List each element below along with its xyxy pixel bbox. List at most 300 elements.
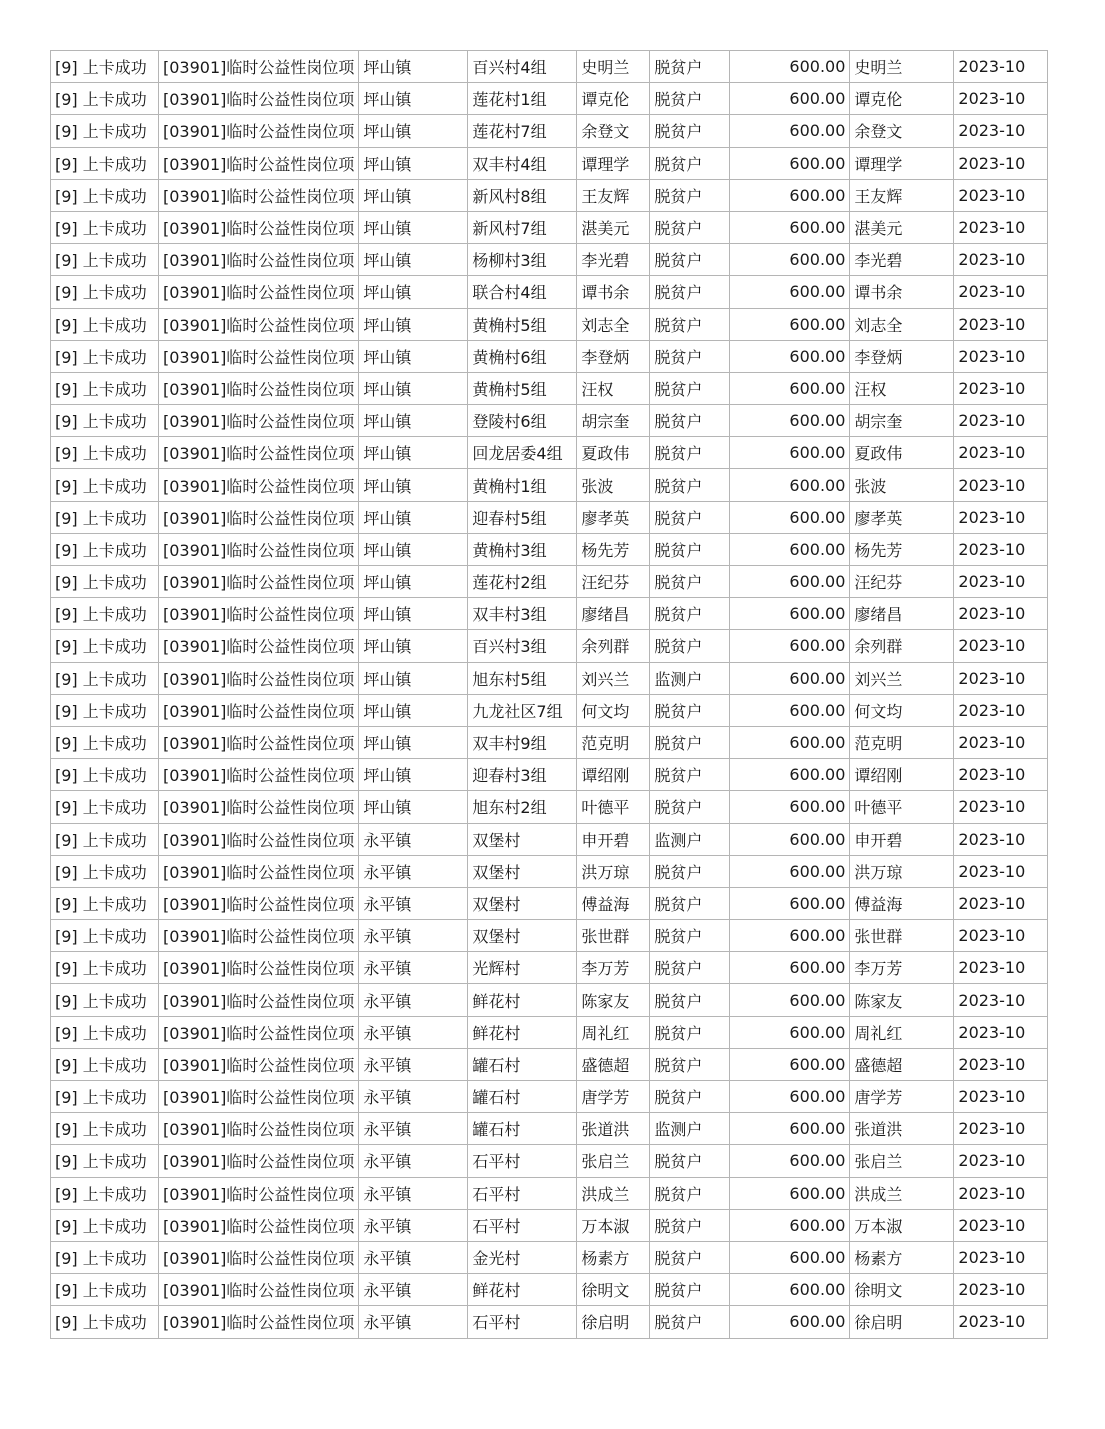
table-row	[51, 823, 1048, 855]
village-cell: 石平村	[468, 1177, 577, 1209]
status-cell: [9] 上卡成功	[51, 855, 159, 887]
project-cell: [03901]临时公益性岗位项	[159, 1274, 359, 1306]
village-cell: 石平村	[468, 1306, 577, 1338]
household-type-cell: 脱贫户	[650, 1177, 730, 1209]
project-cell: [03901]临时公益性岗位项	[159, 759, 359, 791]
name-cell: 叶德平	[577, 791, 650, 823]
amount-cell: 600.00	[730, 501, 850, 533]
period-cell: 2023-10	[954, 726, 1048, 758]
payee-cell: 余登文	[850, 115, 954, 147]
table-row	[51, 437, 1048, 469]
town-cell: 永平镇	[359, 855, 468, 887]
town-cell: 永平镇	[359, 1209, 468, 1241]
payee-cell: 汪纪芬	[850, 566, 954, 598]
status-cell: [9] 上卡成功	[51, 469, 159, 501]
household-type-cell: 脱贫户	[650, 694, 730, 726]
village-cell: 迎春村3组	[468, 759, 577, 791]
period-cell: 2023-10	[954, 662, 1048, 694]
period-cell: 2023-10	[954, 984, 1048, 1016]
project-cell: [03901]临时公益性岗位项	[159, 1081, 359, 1113]
village-cell: 百兴村3组	[468, 630, 577, 662]
table-row	[51, 759, 1048, 791]
name-cell: 谭书余	[577, 276, 650, 308]
status-cell: [9] 上卡成功	[51, 920, 159, 952]
household-type-cell: 脱贫户	[650, 244, 730, 276]
name-cell: 谭克伦	[577, 83, 650, 115]
household-type-cell: 脱贫户	[650, 340, 730, 372]
name-cell: 李登炳	[577, 340, 650, 372]
name-cell: 杨先芳	[577, 533, 650, 565]
town-cell: 永平镇	[359, 1016, 468, 1048]
amount-cell: 600.00	[730, 308, 850, 340]
name-cell: 张波	[577, 469, 650, 501]
household-type-cell: 脱贫户	[650, 952, 730, 984]
amount-cell: 600.00	[730, 469, 850, 501]
household-type-cell: 脱贫户	[650, 469, 730, 501]
town-cell: 永平镇	[359, 1306, 468, 1338]
name-cell: 洪成兰	[577, 1177, 650, 1209]
table-row	[51, 1145, 1048, 1177]
payee-cell: 汪权	[850, 372, 954, 404]
household-type-cell: 脱贫户	[650, 51, 730, 83]
name-cell: 胡宗奎	[577, 405, 650, 437]
payee-cell: 张道洪	[850, 1113, 954, 1145]
amount-cell: 600.00	[730, 372, 850, 404]
period-cell: 2023-10	[954, 211, 1048, 243]
town-cell: 永平镇	[359, 920, 468, 952]
village-cell: 双丰村4组	[468, 147, 577, 179]
amount-cell: 600.00	[730, 244, 850, 276]
project-cell: [03901]临时公益性岗位项	[159, 662, 359, 694]
household-type-cell: 脱贫户	[650, 533, 730, 565]
village-cell: 新风村8组	[468, 179, 577, 211]
table-row	[51, 1016, 1048, 1048]
name-cell: 申开碧	[577, 823, 650, 855]
town-cell: 坪山镇	[359, 340, 468, 372]
amount-cell: 600.00	[730, 147, 850, 179]
period-cell: 2023-10	[954, 115, 1048, 147]
town-cell: 永平镇	[359, 887, 468, 919]
status-cell: [9] 上卡成功	[51, 372, 159, 404]
town-cell: 永平镇	[359, 952, 468, 984]
period-cell: 2023-10	[954, 791, 1048, 823]
household-type-cell: 脱贫户	[650, 984, 730, 1016]
project-cell: [03901]临时公益性岗位项	[159, 211, 359, 243]
period-cell: 2023-10	[954, 759, 1048, 791]
status-cell: [9] 上卡成功	[51, 179, 159, 211]
project-cell: [03901]临时公益性岗位项	[159, 920, 359, 952]
status-cell: [9] 上卡成功	[51, 566, 159, 598]
amount-cell: 600.00	[730, 276, 850, 308]
project-cell: [03901]临时公益性岗位项	[159, 437, 359, 469]
town-cell: 坪山镇	[359, 437, 468, 469]
village-cell: 石平村	[468, 1145, 577, 1177]
amount-cell: 600.00	[730, 1081, 850, 1113]
household-type-cell: 脱贫户	[650, 83, 730, 115]
project-cell: [03901]临时公益性岗位项	[159, 952, 359, 984]
village-cell: 石平村	[468, 1209, 577, 1241]
period-cell: 2023-10	[954, 1145, 1048, 1177]
household-type-cell: 脱贫户	[650, 405, 730, 437]
household-type-cell: 脱贫户	[650, 437, 730, 469]
payee-cell: 傅益海	[850, 887, 954, 919]
table-row	[51, 211, 1048, 243]
household-type-cell: 脱贫户	[650, 920, 730, 952]
village-cell: 迎春村5组	[468, 501, 577, 533]
status-cell: [9] 上卡成功	[51, 276, 159, 308]
name-cell: 汪纪芬	[577, 566, 650, 598]
payee-cell: 谭克伦	[850, 83, 954, 115]
table-row	[51, 179, 1048, 211]
project-cell: [03901]临时公益性岗位项	[159, 1016, 359, 1048]
town-cell: 坪山镇	[359, 51, 468, 83]
period-cell: 2023-10	[954, 920, 1048, 952]
payee-cell: 万本淑	[850, 1209, 954, 1241]
name-cell: 李光碧	[577, 244, 650, 276]
town-cell: 永平镇	[359, 1274, 468, 1306]
amount-cell: 600.00	[730, 759, 850, 791]
status-cell: [9] 上卡成功	[51, 1113, 159, 1145]
table-row	[51, 1177, 1048, 1209]
town-cell: 永平镇	[359, 1113, 468, 1145]
period-cell: 2023-10	[954, 147, 1048, 179]
period-cell: 2023-10	[954, 952, 1048, 984]
name-cell: 周礼红	[577, 1016, 650, 1048]
table-row	[51, 1306, 1048, 1338]
status-cell: [9] 上卡成功	[51, 211, 159, 243]
period-cell: 2023-10	[954, 598, 1048, 630]
household-type-cell: 脱贫户	[650, 855, 730, 887]
town-cell: 坪山镇	[359, 115, 468, 147]
table-row	[51, 662, 1048, 694]
name-cell: 唐学芳	[577, 1081, 650, 1113]
town-cell: 坪山镇	[359, 533, 468, 565]
name-cell: 汪权	[577, 372, 650, 404]
town-cell: 坪山镇	[359, 662, 468, 694]
payee-cell: 王友辉	[850, 179, 954, 211]
amount-cell: 600.00	[730, 791, 850, 823]
name-cell: 湛美元	[577, 211, 650, 243]
payee-cell: 廖孝英	[850, 501, 954, 533]
amount-cell: 600.00	[730, 662, 850, 694]
status-cell: [9] 上卡成功	[51, 308, 159, 340]
payee-cell: 胡宗奎	[850, 405, 954, 437]
project-cell: [03901]临时公益性岗位项	[159, 147, 359, 179]
table-row	[51, 469, 1048, 501]
household-type-cell: 脱贫户	[650, 1016, 730, 1048]
status-cell: [9] 上卡成功	[51, 823, 159, 855]
village-cell: 双堡村	[468, 887, 577, 919]
town-cell: 坪山镇	[359, 726, 468, 758]
village-cell: 旭东村5组	[468, 662, 577, 694]
payee-cell: 盛德超	[850, 1048, 954, 1080]
period-cell: 2023-10	[954, 694, 1048, 726]
table-row	[51, 533, 1048, 565]
town-cell: 坪山镇	[359, 469, 468, 501]
town-cell: 坪山镇	[359, 372, 468, 404]
period-cell: 2023-10	[954, 179, 1048, 211]
payee-cell: 范克明	[850, 726, 954, 758]
table-row	[51, 147, 1048, 179]
town-cell: 坪山镇	[359, 244, 468, 276]
name-cell: 张启兰	[577, 1145, 650, 1177]
project-cell: [03901]临时公益性岗位项	[159, 340, 359, 372]
period-cell: 2023-10	[954, 1048, 1048, 1080]
payee-cell: 杨先芳	[850, 533, 954, 565]
name-cell: 廖绪昌	[577, 598, 650, 630]
status-cell: [9] 上卡成功	[51, 759, 159, 791]
status-cell: [9] 上卡成功	[51, 1209, 159, 1241]
project-cell: [03901]临时公益性岗位项	[159, 244, 359, 276]
period-cell: 2023-10	[954, 630, 1048, 662]
status-cell: [9] 上卡成功	[51, 115, 159, 147]
village-cell: 双丰村9组	[468, 726, 577, 758]
name-cell: 盛德超	[577, 1048, 650, 1080]
household-type-cell: 监测户	[650, 823, 730, 855]
amount-cell: 600.00	[730, 694, 850, 726]
period-cell: 2023-10	[954, 276, 1048, 308]
table-row	[51, 244, 1048, 276]
status-cell: [9] 上卡成功	[51, 1177, 159, 1209]
table-row	[51, 1081, 1048, 1113]
period-cell: 2023-10	[954, 823, 1048, 855]
name-cell: 廖孝英	[577, 501, 650, 533]
village-cell: 黄桷村5组	[468, 372, 577, 404]
name-cell: 徐启明	[577, 1306, 650, 1338]
name-cell: 陈家友	[577, 984, 650, 1016]
village-cell: 杨柳村3组	[468, 244, 577, 276]
amount-cell: 600.00	[730, 1177, 850, 1209]
name-cell: 余列群	[577, 630, 650, 662]
amount-cell: 600.00	[730, 115, 850, 147]
village-cell: 光辉村	[468, 952, 577, 984]
period-cell: 2023-10	[954, 1177, 1048, 1209]
payee-cell: 申开碧	[850, 823, 954, 855]
village-cell: 新风村7组	[468, 211, 577, 243]
project-cell: [03901]临时公益性岗位项	[159, 566, 359, 598]
payee-cell: 李万芳	[850, 952, 954, 984]
status-cell: [9] 上卡成功	[51, 405, 159, 437]
amount-cell: 600.00	[730, 920, 850, 952]
name-cell: 徐明文	[577, 1274, 650, 1306]
period-cell: 2023-10	[954, 51, 1048, 83]
town-cell: 坪山镇	[359, 598, 468, 630]
payee-cell: 张世群	[850, 920, 954, 952]
project-cell: [03901]临时公益性岗位项	[159, 1113, 359, 1145]
table-row	[51, 566, 1048, 598]
name-cell: 刘兴兰	[577, 662, 650, 694]
name-cell: 万本淑	[577, 1209, 650, 1241]
payee-cell: 刘兴兰	[850, 662, 954, 694]
town-cell: 坪山镇	[359, 694, 468, 726]
village-cell: 黄桷村1组	[468, 469, 577, 501]
village-cell: 金光村	[468, 1241, 577, 1273]
table-row	[51, 887, 1048, 919]
amount-cell: 600.00	[730, 984, 850, 1016]
table-body	[51, 51, 1048, 1339]
amount-cell: 600.00	[730, 1306, 850, 1338]
village-cell: 黄桷村6组	[468, 340, 577, 372]
town-cell: 坪山镇	[359, 308, 468, 340]
town-cell: 永平镇	[359, 1145, 468, 1177]
village-cell: 双丰村3组	[468, 598, 577, 630]
payee-cell: 周礼红	[850, 1016, 954, 1048]
household-type-cell: 监测户	[650, 1113, 730, 1145]
payee-cell: 杨素方	[850, 1241, 954, 1273]
household-type-cell: 脱贫户	[650, 179, 730, 211]
amount-cell: 600.00	[730, 952, 850, 984]
amount-cell: 600.00	[730, 1048, 850, 1080]
project-cell: [03901]临时公益性岗位项	[159, 823, 359, 855]
status-cell: [9] 上卡成功	[51, 244, 159, 276]
period-cell: 2023-10	[954, 308, 1048, 340]
amount-cell: 600.00	[730, 1241, 850, 1273]
village-cell: 罐石村	[468, 1081, 577, 1113]
period-cell: 2023-10	[954, 340, 1048, 372]
project-cell: [03901]临时公益性岗位项	[159, 308, 359, 340]
project-cell: [03901]临时公益性岗位项	[159, 115, 359, 147]
period-cell: 2023-10	[954, 1209, 1048, 1241]
period-cell: 2023-10	[954, 1306, 1048, 1338]
table-row	[51, 51, 1048, 83]
project-cell: [03901]临时公益性岗位项	[159, 1209, 359, 1241]
village-cell: 黄桷村5组	[468, 308, 577, 340]
amount-cell: 600.00	[730, 630, 850, 662]
period-cell: 2023-10	[954, 566, 1048, 598]
name-cell: 张道洪	[577, 1113, 650, 1145]
payee-cell: 夏政伟	[850, 437, 954, 469]
name-cell: 史明兰	[577, 51, 650, 83]
payee-cell: 史明兰	[850, 51, 954, 83]
payee-cell: 湛美元	[850, 211, 954, 243]
status-cell: [9] 上卡成功	[51, 952, 159, 984]
household-type-cell: 脱贫户	[650, 501, 730, 533]
project-cell: [03901]临时公益性岗位项	[159, 405, 359, 437]
town-cell: 永平镇	[359, 1241, 468, 1273]
village-cell: 双堡村	[468, 920, 577, 952]
status-cell: [9] 上卡成功	[51, 630, 159, 662]
amount-cell: 600.00	[730, 340, 850, 372]
table-row	[51, 855, 1048, 887]
name-cell: 余登文	[577, 115, 650, 147]
project-cell: [03901]临时公益性岗位项	[159, 694, 359, 726]
table-row	[51, 598, 1048, 630]
project-cell: [03901]临时公益性岗位项	[159, 469, 359, 501]
period-cell: 2023-10	[954, 887, 1048, 919]
table-row	[51, 726, 1048, 758]
town-cell: 坪山镇	[359, 759, 468, 791]
amount-cell: 600.00	[730, 1016, 850, 1048]
period-cell: 2023-10	[954, 533, 1048, 565]
household-type-cell: 脱贫户	[650, 1081, 730, 1113]
village-cell: 双堡村	[468, 855, 577, 887]
village-cell: 联合村4组	[468, 276, 577, 308]
project-cell: [03901]临时公益性岗位项	[159, 887, 359, 919]
project-cell: [03901]临时公益性岗位项	[159, 276, 359, 308]
amount-cell: 600.00	[730, 1209, 850, 1241]
amount-cell: 600.00	[730, 533, 850, 565]
payee-cell: 张启兰	[850, 1145, 954, 1177]
period-cell: 2023-10	[954, 1016, 1048, 1048]
payee-cell: 廖绪昌	[850, 598, 954, 630]
status-cell: [9] 上卡成功	[51, 501, 159, 533]
status-cell: [9] 上卡成功	[51, 984, 159, 1016]
amount-cell: 600.00	[730, 1274, 850, 1306]
household-type-cell: 脱贫户	[650, 372, 730, 404]
payee-cell: 叶德平	[850, 791, 954, 823]
table-row	[51, 694, 1048, 726]
payee-cell: 洪成兰	[850, 1177, 954, 1209]
town-cell: 永平镇	[359, 984, 468, 1016]
name-cell: 杨素方	[577, 1241, 650, 1273]
household-type-cell: 脱贫户	[650, 1241, 730, 1273]
status-cell: [9] 上卡成功	[51, 533, 159, 565]
status-cell: [9] 上卡成功	[51, 83, 159, 115]
name-cell: 夏政伟	[577, 437, 650, 469]
status-cell: [9] 上卡成功	[51, 1145, 159, 1177]
project-cell: [03901]临时公益性岗位项	[159, 1048, 359, 1080]
payee-cell: 唐学芳	[850, 1081, 954, 1113]
project-cell: [03901]临时公益性岗位项	[159, 1241, 359, 1273]
village-cell: 鲜花村	[468, 1016, 577, 1048]
household-type-cell: 脱贫户	[650, 1145, 730, 1177]
period-cell: 2023-10	[954, 83, 1048, 115]
amount-cell: 600.00	[730, 1145, 850, 1177]
village-cell: 百兴村4组	[468, 51, 577, 83]
project-cell: [03901]临时公益性岗位项	[159, 1145, 359, 1177]
status-cell: [9] 上卡成功	[51, 662, 159, 694]
status-cell: [9] 上卡成功	[51, 791, 159, 823]
village-cell: 鲜花村	[468, 1274, 577, 1306]
household-type-cell: 脱贫户	[650, 211, 730, 243]
name-cell: 谭绍刚	[577, 759, 650, 791]
period-cell: 2023-10	[954, 469, 1048, 501]
payee-cell: 刘志全	[850, 308, 954, 340]
table-row	[51, 1241, 1048, 1273]
village-cell: 莲花村2组	[468, 566, 577, 598]
period-cell: 2023-10	[954, 1113, 1048, 1145]
status-cell: [9] 上卡成功	[51, 598, 159, 630]
table-row	[51, 1209, 1048, 1241]
table-row	[51, 920, 1048, 952]
town-cell: 坪山镇	[359, 276, 468, 308]
village-cell: 莲花村1组	[468, 83, 577, 115]
name-cell: 傅益海	[577, 887, 650, 919]
town-cell: 永平镇	[359, 1177, 468, 1209]
name-cell: 李万芳	[577, 952, 650, 984]
project-cell: [03901]临时公益性岗位项	[159, 1177, 359, 1209]
status-cell: [9] 上卡成功	[51, 437, 159, 469]
name-cell: 洪万琼	[577, 855, 650, 887]
household-type-cell: 脱贫户	[650, 147, 730, 179]
household-type-cell: 脱贫户	[650, 276, 730, 308]
household-type-cell: 脱贫户	[650, 598, 730, 630]
household-type-cell: 脱贫户	[650, 726, 730, 758]
payee-cell: 徐启明	[850, 1306, 954, 1338]
table-row	[51, 984, 1048, 1016]
payee-cell: 谭理学	[850, 147, 954, 179]
household-type-cell: 脱贫户	[650, 1048, 730, 1080]
payee-cell: 谭绍刚	[850, 759, 954, 791]
amount-cell: 600.00	[730, 437, 850, 469]
table-row	[51, 630, 1048, 662]
payment-table	[50, 50, 1048, 1339]
amount-cell: 600.00	[730, 566, 850, 598]
payee-cell: 谭书余	[850, 276, 954, 308]
payee-cell: 余列群	[850, 630, 954, 662]
town-cell: 坪山镇	[359, 211, 468, 243]
status-cell: [9] 上卡成功	[51, 1081, 159, 1113]
